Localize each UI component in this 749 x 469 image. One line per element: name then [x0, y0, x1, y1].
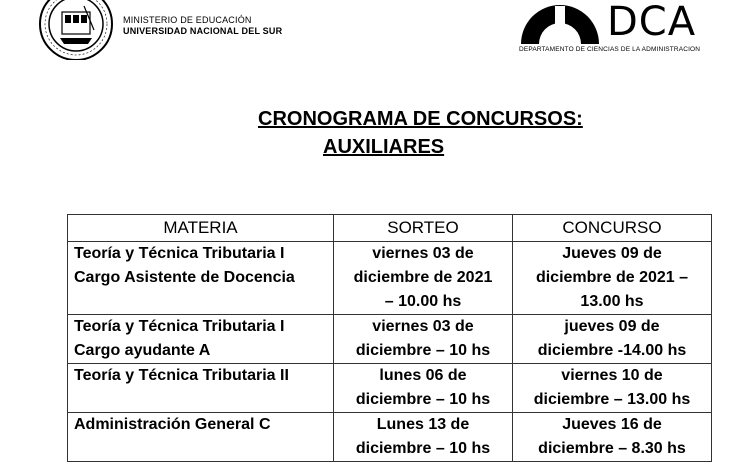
cell-materia: Teoría y Técnica Tributaria II [68, 364, 334, 413]
document-subtitle: AUXILIARES [323, 136, 445, 158]
ministry-name: MINISTERIO DE EDUCACIÓN [123, 15, 252, 25]
document-title: CRONOGRAMA DE CONCURSOS: [258, 108, 583, 130]
schedule-table [67, 214, 712, 462]
cell-concurso: Jueves 16 de diciembre – 8.30 hs [513, 413, 712, 462]
cell-sorteo: lunes 06 de diciembre – 10 hs [334, 364, 513, 413]
cell-sorteo: Lunes 13 de diciembre – 10 hs [334, 413, 513, 462]
header-materia: MATERIA [68, 215, 334, 242]
institution-text [123, 15, 282, 37]
header-concurso: CONCURSO [513, 215, 712, 242]
cell-concurso: viernes 10 de diciembre – 13.00 hs [513, 364, 712, 413]
cell-materia: Teoría y Técnica Tributaria I Cargo ayudante A [68, 315, 334, 364]
cell-sorteo: viernes 03 de diciembre – 10 hs [334, 315, 513, 364]
department-name: DEPARTAMENTO DE CIENCIAS DE LA ADMINISTRACION [519, 46, 701, 53]
cell-materia: Teoría y Técnica Tributaria I Cargo Asistente de Docencia [68, 242, 334, 315]
dca-arch-icon [519, 0, 601, 44]
cell-concurso: jueves 09 de diciembre -14.00 hs [513, 315, 712, 364]
table-row [68, 413, 712, 462]
dca-logo [519, 0, 709, 58]
cell-sorteo: viernes 03 de diciembre de 2021 – 10.00 hs [334, 242, 513, 315]
university-seal-logo [38, 0, 114, 60]
header-sorteo: SORTEO [334, 215, 513, 242]
cell-concurso: Jueves 09 de diciembre de 2021 – 13.00 hs [513, 242, 712, 315]
table-header-row [68, 215, 712, 242]
table-row [68, 364, 712, 413]
university-name: UNIVERSIDAD NACIONAL DEL SUR [123, 26, 283, 36]
dca-logo-text: DCA [607, 0, 697, 45]
cell-materia: Administración General C [68, 413, 334, 462]
table-row [68, 315, 712, 364]
table-row [68, 242, 712, 315]
